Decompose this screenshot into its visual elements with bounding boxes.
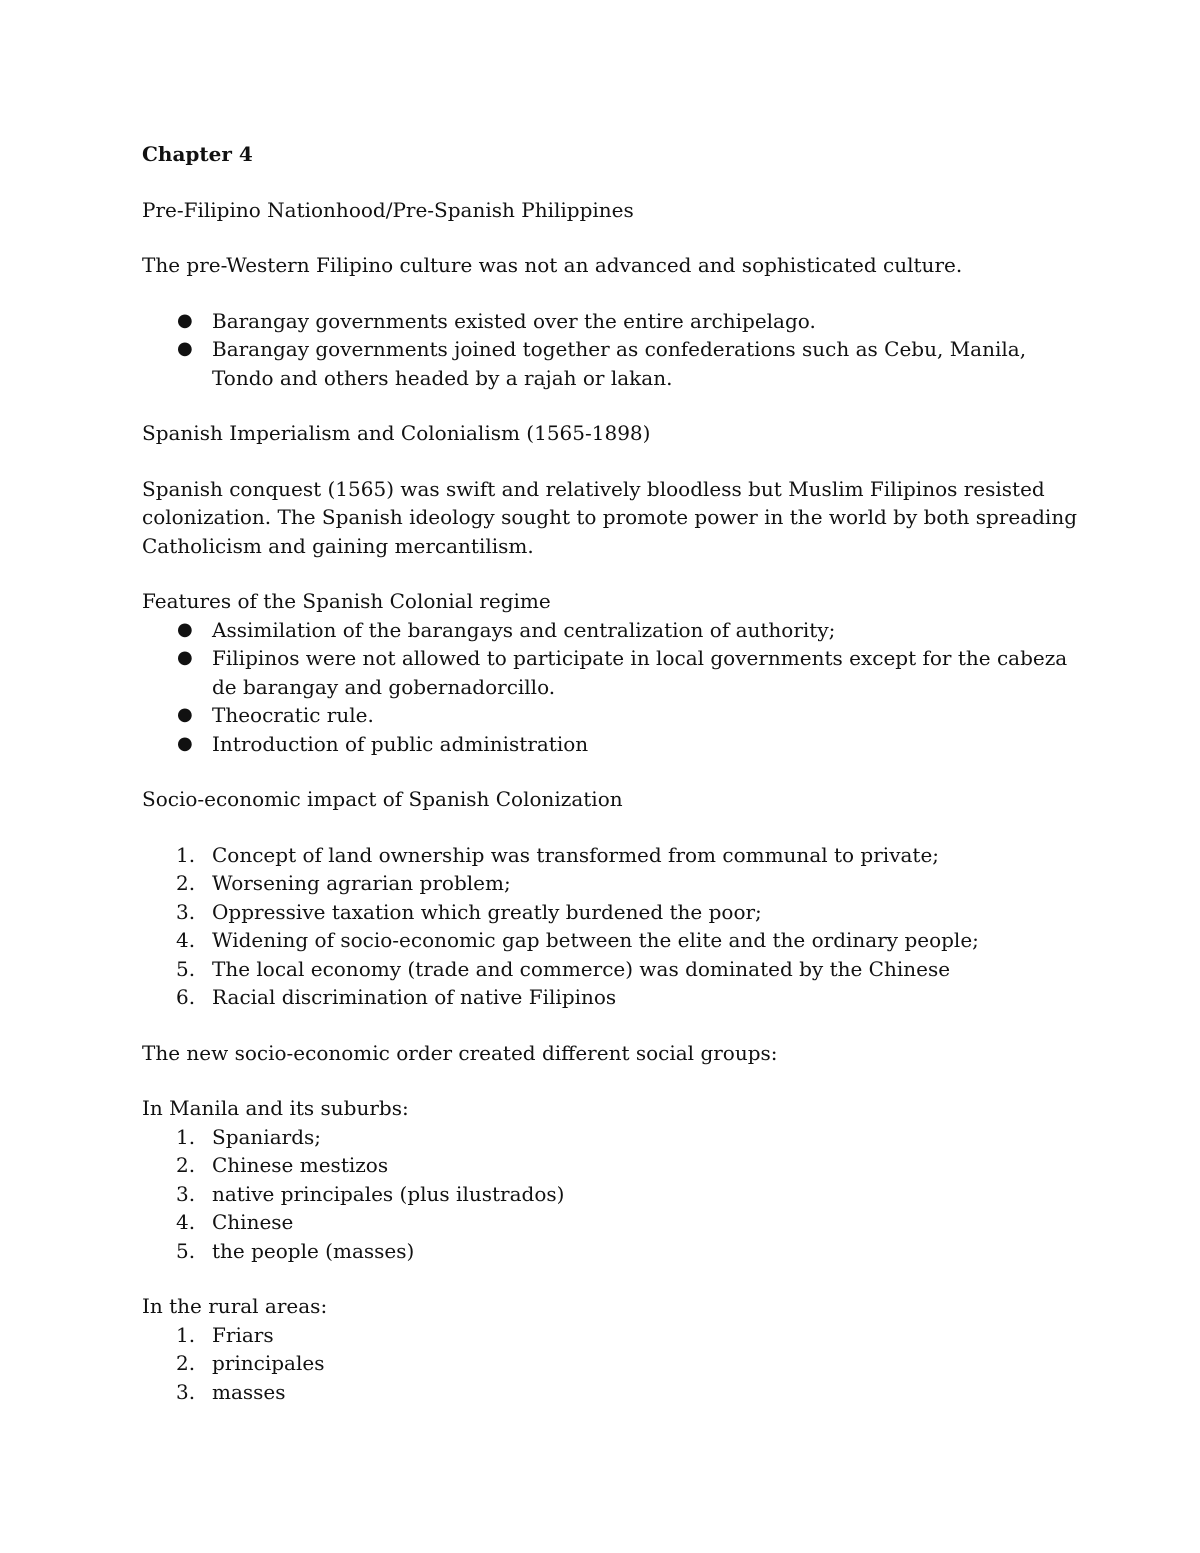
list-item-text: Chinese mestizos bbox=[212, 1153, 389, 1177]
list-number: 3. bbox=[176, 899, 196, 924]
list-item bbox=[142, 335, 1082, 392]
pre-western-culture-statement: The pre-Western Filipino culture was not an advanced and sophisticated culture. bbox=[142, 253, 963, 277]
list-item bbox=[142, 1237, 1082, 1266]
list-item-text: Racial discrimination of native Filipinos bbox=[212, 985, 617, 1009]
bullet-icon: ● bbox=[177, 647, 193, 668]
list-item-text: Barangay governments joined together as confederations such as Cebu, Manila, Tondo and others headed by a rajah or lakan. bbox=[212, 337, 1027, 390]
list-item-text: Filipinos were not allowed to participate in local governments except for the cabeza de barangay and gobernadorcillo. bbox=[212, 646, 1068, 699]
bullet-icon: ● bbox=[177, 618, 193, 640]
list-number: 2. bbox=[176, 871, 196, 895]
list-number: 5. bbox=[176, 1238, 196, 1263]
list-number: 5. bbox=[176, 956, 196, 981]
list-item-text: Spaniards; bbox=[212, 1124, 321, 1149]
manila-heading: In Manila and its suburbs: bbox=[142, 1096, 409, 1120]
list-number: 6. bbox=[176, 985, 196, 1009]
manila-groups-list bbox=[142, 1123, 1082, 1266]
list-item-text: Theocratic rule. bbox=[212, 703, 374, 727]
list-item-text: principales bbox=[212, 1351, 325, 1375]
list-number: 4. bbox=[176, 928, 196, 952]
bullet-icon: ● bbox=[177, 732, 193, 754]
rural-groups-list bbox=[142, 1321, 1082, 1407]
document-page bbox=[142, 140, 1082, 1406]
bullet-icon: ● bbox=[177, 338, 193, 359]
impact-numbered-list bbox=[142, 841, 1082, 1012]
list-item-text: The local economy (trade and commerce) was dominated by the Chinese bbox=[212, 956, 951, 981]
list-item bbox=[142, 1123, 1082, 1152]
list-item-text: Barangay governments existed over the entire archipelago. bbox=[212, 308, 816, 333]
list-item bbox=[142, 644, 1082, 701]
bullet-icon: ● bbox=[177, 309, 193, 331]
list-item bbox=[142, 616, 1082, 645]
barangay-bullet-list bbox=[142, 307, 1082, 393]
list-item-text: Worsening agrarian problem; bbox=[212, 871, 511, 895]
bullet-icon: ● bbox=[177, 704, 193, 725]
section-heading-spanish-imperialism: Spanish Imperialism and Colonialism (1565-1898) bbox=[142, 421, 651, 445]
list-item-text: the people (masses) bbox=[212, 1238, 415, 1263]
list-number: 1. bbox=[176, 1124, 196, 1149]
list-item-text: Oppressive taxation which greatly burdened the poor; bbox=[212, 899, 762, 924]
list-item-text: masses bbox=[212, 1379, 286, 1404]
list-item-text: Friars bbox=[212, 1322, 274, 1347]
list-item bbox=[142, 730, 1082, 759]
list-item-text: Introduction of public administration bbox=[212, 731, 589, 756]
features-bullet-list bbox=[142, 616, 1082, 759]
list-number: 3. bbox=[176, 1379, 196, 1404]
list-number: 4. bbox=[176, 1210, 196, 1234]
list-item-text: native principales (plus ilustrados) bbox=[212, 1181, 565, 1206]
spanish-conquest-paragraph: Spanish conquest (1565) was swift and relatively bloodless but Muslim Filipinos resisted colonization. The Spanish ideology sought to promote power in the world by both spreading Catholicism and gaining mercantilism. bbox=[142, 476, 1078, 558]
list-item bbox=[142, 841, 1082, 870]
list-item bbox=[142, 955, 1082, 984]
list-item bbox=[142, 1321, 1082, 1350]
list-item bbox=[142, 701, 1082, 730]
list-item bbox=[142, 1180, 1082, 1209]
list-item bbox=[142, 1151, 1082, 1180]
features-heading: Features of the Spanish Colonial regime bbox=[142, 589, 551, 613]
list-item bbox=[142, 898, 1082, 927]
list-number: 2. bbox=[176, 1351, 196, 1375]
list-number: 1. bbox=[176, 842, 196, 867]
list-number: 2. bbox=[176, 1153, 196, 1177]
impact-heading: Socio-economic impact of Spanish Colonization bbox=[142, 787, 623, 811]
list-number: 3. bbox=[176, 1181, 196, 1206]
chapter-title: Chapter 4 bbox=[142, 142, 253, 166]
list-item bbox=[142, 926, 1082, 955]
list-item bbox=[142, 1208, 1082, 1237]
list-item-text: Concept of land ownership was transformed from communal to private; bbox=[212, 842, 940, 867]
list-item-text: Assimilation of the barangays and centralization of authority; bbox=[212, 617, 836, 642]
list-number: 1. bbox=[176, 1322, 196, 1347]
list-item bbox=[142, 1349, 1082, 1378]
list-item bbox=[142, 307, 1082, 336]
list-item bbox=[142, 869, 1082, 898]
social-groups-intro: The new socio-economic order created different social groups: bbox=[142, 1040, 778, 1065]
list-item bbox=[142, 1378, 1082, 1407]
section-heading-pre-spanish: Pre-Filipino Nationhood/Pre-Spanish Philippines bbox=[142, 197, 634, 222]
list-item bbox=[142, 983, 1082, 1012]
list-item-text: Widening of socio-economic gap between the elite and the ordinary people; bbox=[212, 928, 979, 952]
rural-heading: In the rural areas: bbox=[142, 1294, 328, 1318]
list-item-text: Chinese bbox=[212, 1210, 294, 1234]
